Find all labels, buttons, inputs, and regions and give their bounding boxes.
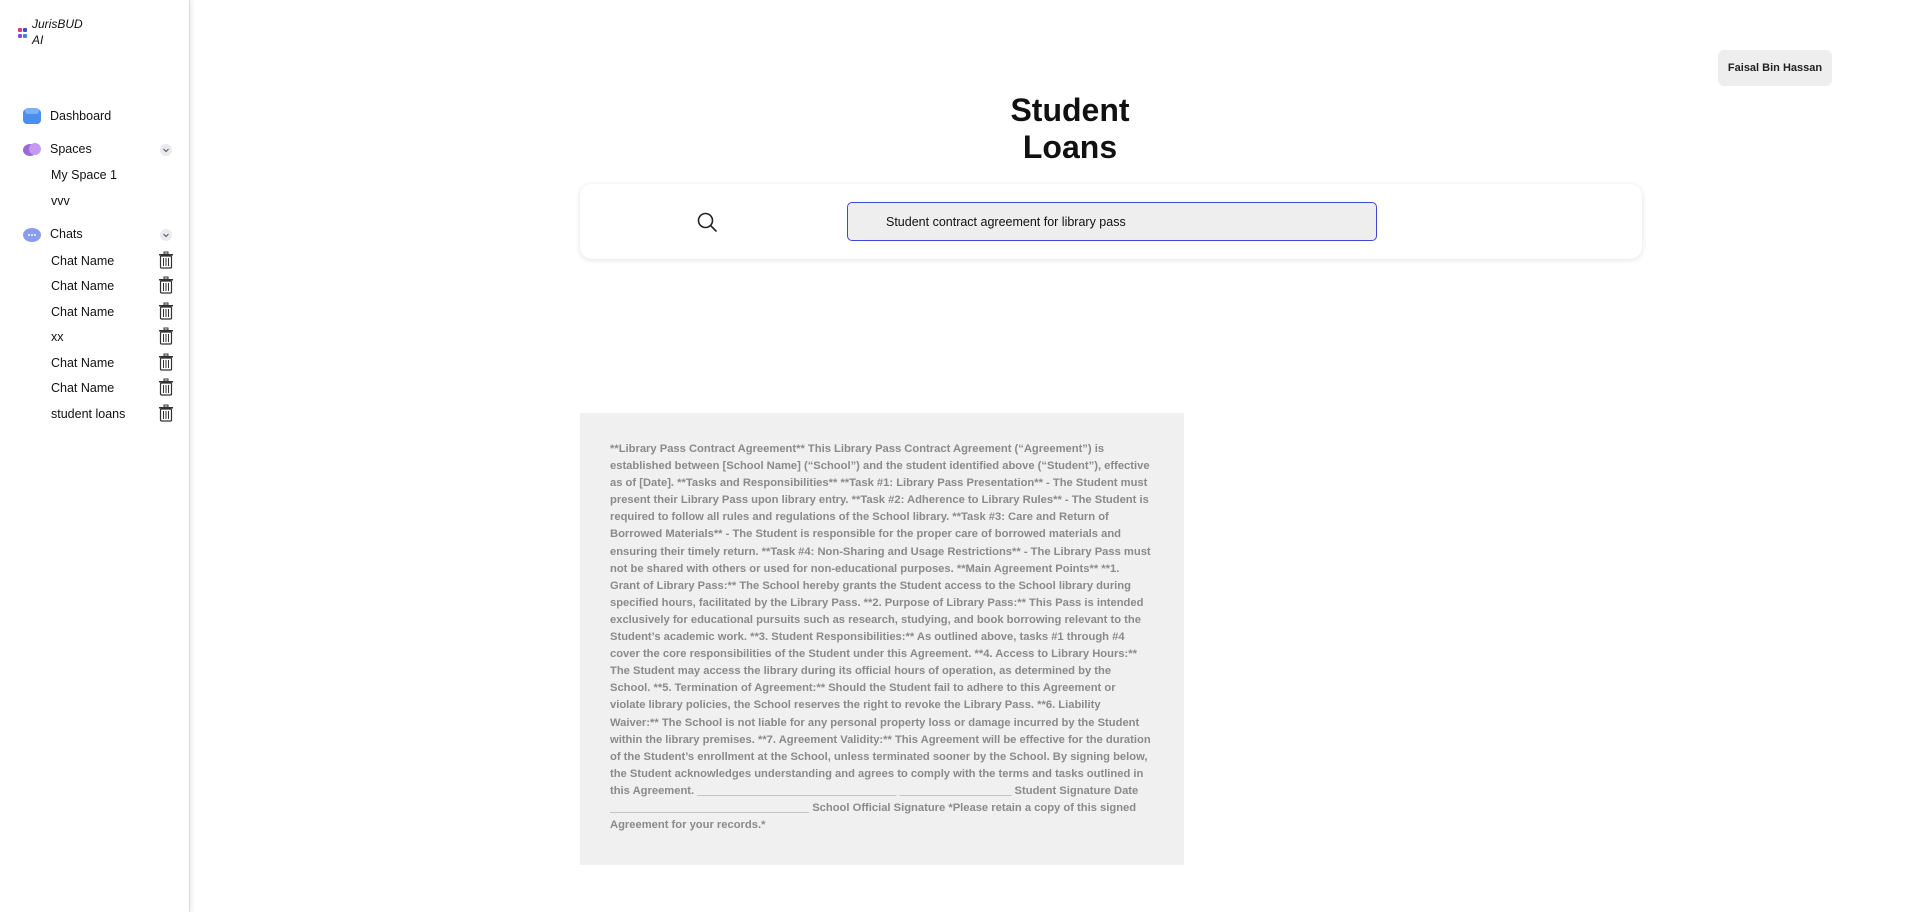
sidebar bbox=[0, 0, 190, 912]
search-icon[interactable] bbox=[696, 211, 718, 233]
trash-icon[interactable] bbox=[158, 378, 174, 396]
chats-chevron-down-icon[interactable] bbox=[160, 229, 172, 241]
trash-icon[interactable] bbox=[158, 276, 174, 294]
spaces-chevron-down-icon[interactable] bbox=[160, 144, 172, 156]
result-text: **Library Pass Contract Agreement** This Library Pass Contract Agreement (“Agreement”) is established between [School Name] (“School”) and the student identified above (“Student”), effective as of [Date]. **Tasks and Responsibilities** **Task #1: Library Pass Presentation** - The Student must present their Library Pass upon library entry. **Task #2: Adherence to Library Rules** - The Student is required to follow all rules and regulations of the School library. **Task #3: Care and Return of Borrowed Materials** - The Student is responsible for the proper care of borrowed materials and ensuring their timely return. **Task #4: Non-Sharing and Usage Restrictions** - The Library Pass must not be shared with others or used for non-educational purposes. **Main Agreement Points** **1. Grant of Library Pass:** The School hereby grants the Student access to the School library during specified hours, facilitated by the Library Pass. **2. Purpose of Library Pass:** This Pass is intended exclusively for educational pursuits such as research, studying, and book borrowing relevant to the Student’s academic work. **3. Student Responsibilities:** As outlined above, tasks #1 through #4 cover the core responsibilities of the Student under this Agreement. **4. Access to Library Hours:** The Student may access the library during its official hours of operation, as determined by the School. **5. Termination of Agreement:** Should the Student fail to adhere to this Agreement or violate library policies, the School reserves the right to revoke the Library Pass. **6. Liability Waiver:** The School is not liable for any personal property loss or damage incurred by the Student within the library premises. **7. Agreement Validity:** This Agreement will be effective for the duration of the Student’s enrollment at the School, unless terminated sooner by the School. By signing below, the Student acknowledges understanding and agrees to comply with the terms and tasks outlined in this Agreement. ________________________________ __________________ Student Signature Date ________________________________ School Official Signature *Please retain a copy of this signed Agreement for your records.* bbox=[610, 443, 1151, 832]
sidebar-chat-item[interactable]: Chat Name bbox=[51, 279, 115, 293]
dashboard-icon bbox=[22, 107, 42, 125]
sidebar-chat-item[interactable]: Chat Name bbox=[51, 254, 115, 268]
app-name: JurisBUD AI bbox=[32, 17, 83, 47]
search-input[interactable] bbox=[847, 202, 1377, 241]
trash-icon[interactable] bbox=[158, 327, 174, 345]
sidebar-chat-item[interactable]: Chat Name bbox=[51, 381, 115, 395]
trash-icon[interactable] bbox=[158, 404, 174, 422]
sidebar-item-label: Dashboard bbox=[50, 109, 112, 123]
logo-icon bbox=[18, 28, 28, 38]
trash-icon[interactable] bbox=[158, 251, 174, 269]
trash-icon[interactable] bbox=[158, 302, 174, 320]
sidebar-item-dashboard[interactable] bbox=[22, 105, 111, 127]
sidebar-space-item[interactable]: vvv bbox=[51, 194, 70, 208]
sidebar-chat-item[interactable]: Chat Name bbox=[51, 356, 115, 370]
sidebar-item-spaces[interactable] bbox=[22, 138, 92, 160]
sidebar-item-chats[interactable] bbox=[22, 223, 83, 245]
trash-icon[interactable] bbox=[158, 353, 174, 371]
search-card bbox=[580, 184, 1642, 259]
spaces-icon bbox=[22, 140, 42, 158]
sidebar-space-item[interactable]: My Space 1 bbox=[51, 168, 118, 182]
sidebar-chat-item[interactable]: Chat Name bbox=[51, 305, 115, 319]
sidebar-chat-item[interactable]: student loans bbox=[51, 407, 126, 421]
sidebar-chat-item[interactable]: xx bbox=[51, 330, 64, 344]
user-profile-button[interactable]: Faisal Bin Hassan bbox=[1718, 50, 1832, 86]
chats-icon bbox=[22, 225, 42, 243]
app-logo[interactable] bbox=[18, 16, 92, 48]
sidebar-item-label: Spaces bbox=[50, 142, 92, 156]
page-title: Student Loans bbox=[1010, 92, 1130, 165]
sidebar-item-label: Chats bbox=[50, 227, 83, 241]
result-document bbox=[580, 413, 1184, 865]
